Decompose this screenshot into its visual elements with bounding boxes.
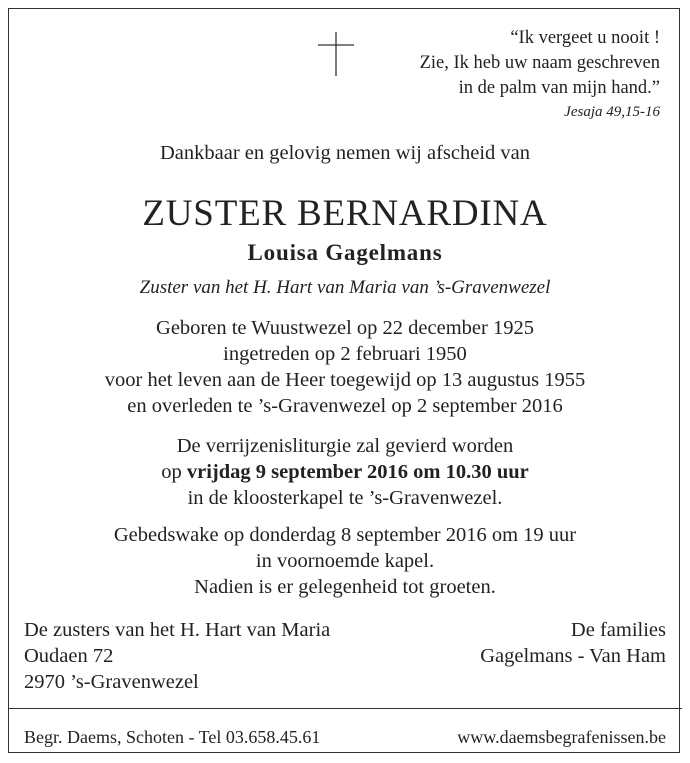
- wake-line: Gebedswake op donderdag 8 september 2016 om 19 uur: [113, 524, 577, 546]
- wake-info: [0, 522, 690, 600]
- congregation: Zuster van het H. Hart van Maria van ’s-Gravenwezel: [139, 277, 551, 298]
- quote-line: in de palm van mijn hand.”: [458, 78, 660, 98]
- quote-line: “Ik vergeet u nooit !: [510, 28, 660, 48]
- address-line: Oudaen 72: [24, 645, 114, 667]
- wake-line: in voornoemde kapel.: [255, 550, 435, 572]
- deceased-name: ZUSTER BERNARDINA: [142, 193, 548, 234]
- families-line: Gagelmans - Van Ham: [480, 645, 666, 667]
- liturgy-info: [0, 433, 690, 511]
- date-line: voor het leven aan de Heer toegewijd op 13 augustus 1955: [104, 369, 586, 391]
- address-line: De zusters van het H. Hart van Maria: [24, 619, 331, 641]
- wake-line: Nadien is er gelegenheid tot groeten.: [194, 576, 496, 598]
- cross-icon: [318, 32, 354, 76]
- families: [480, 617, 666, 669]
- liturgy-date-line: [0, 459, 690, 485]
- liturgy-line: in de kloosterkapel te ’s-Gravenwezel.: [187, 487, 503, 509]
- liturgy-datetime: vrijdag 9 september 2016 om 10.30 uur: [186, 461, 529, 483]
- date-line: Geboren te Wuustwezel op 22 december 1925: [156, 317, 534, 339]
- birth-name: Louisa Gagelmans: [247, 240, 443, 265]
- date-line: en overleden te ’s-Gravenwezel op 2 september 2016: [127, 395, 563, 417]
- address-line: 2970 ’s-Gravenwezel: [24, 671, 199, 693]
- quote-reference: Jesaja 49,15-16: [564, 104, 660, 120]
- funeral-home-contact: Begr. Daems, Schoten - Tel 03.658.45.61: [24, 727, 321, 747]
- liturgy-prefix: op: [161, 461, 187, 483]
- date-line: ingetreden op 2 februari 1950: [223, 343, 467, 365]
- quote-line: Zie, Ik heb uw naam geschreven: [419, 53, 660, 73]
- liturgy-line: De verrijzenisliturgie zal gevierd worden: [176, 435, 514, 457]
- life-dates: [0, 315, 690, 419]
- funeral-home-website[interactable]: www.daemsbegrafenissen.be: [457, 727, 666, 747]
- footer-divider: [8, 708, 682, 709]
- families-line: De families: [570, 619, 666, 641]
- intro-text: Dankbaar en gelovig nemen wij afscheid van: [159, 142, 530, 164]
- sisters-address: [24, 617, 330, 695]
- bible-quote: [420, 26, 660, 122]
